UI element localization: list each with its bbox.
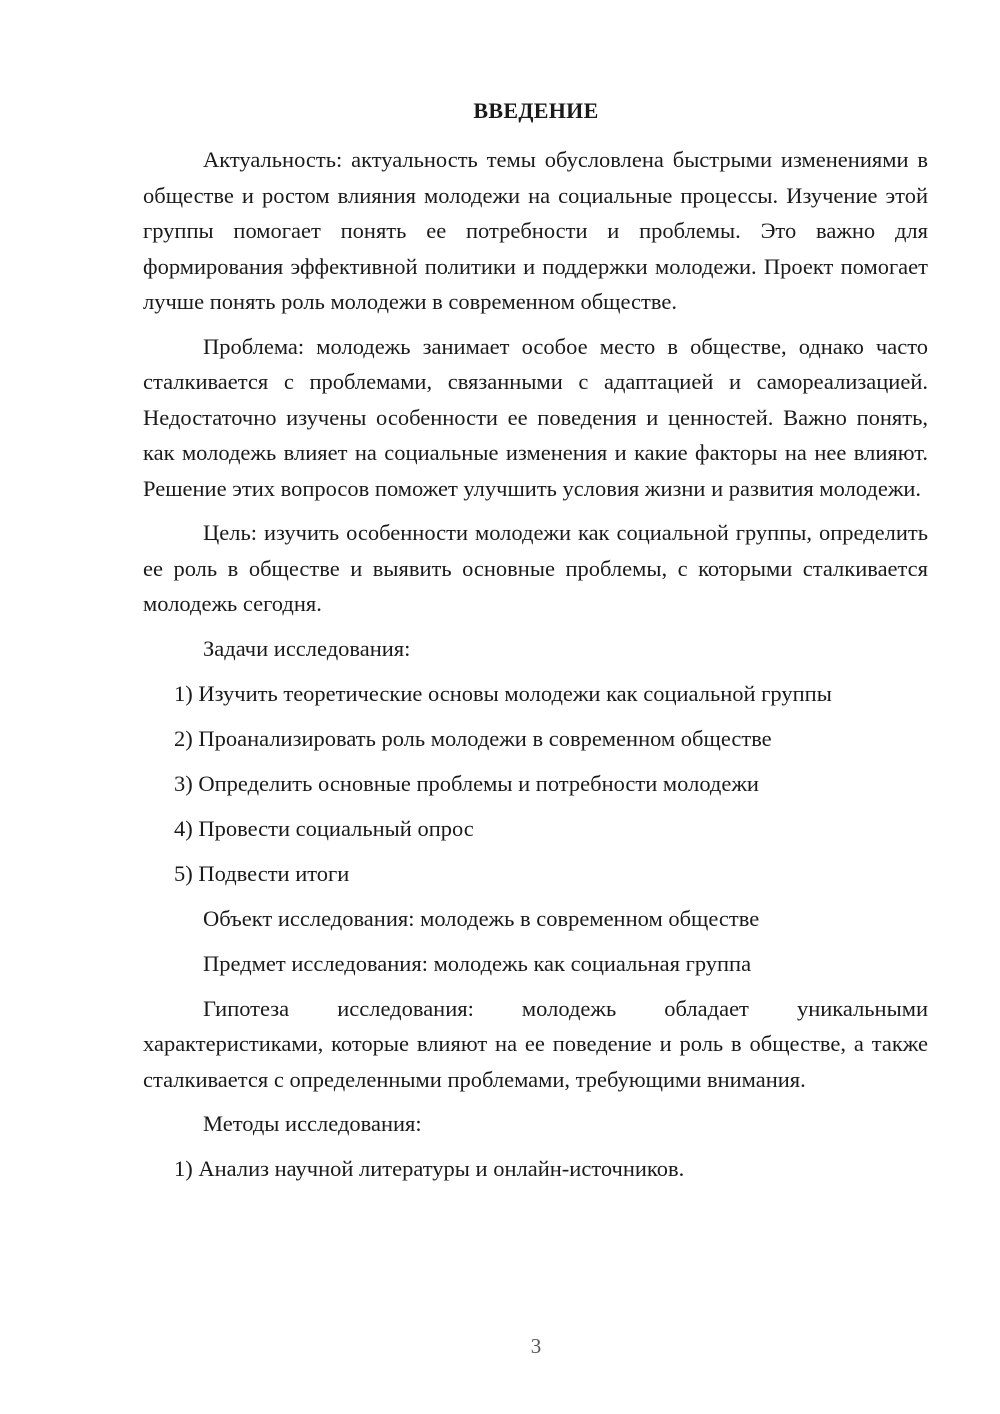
task-item-2: 2) Проанализировать роль молодежи в современном обществе <box>174 725 772 751</box>
hypothesis-paragraph: Гипотеза исследования: молодежь обладает уникальными характеристиками, которые влияют на ее поведение и роль в обществе, а также сталкивается с определенными проблемами, требующими внимания. <box>143 995 928 1092</box>
relevance-paragraph: Актуальность: актуальность темы обусловлена быстрыми изменениями в обществе и ростом влияния молодежи на социальные процессы. Изучение этой группы помогает понять ее потребности и проблемы. Это важно для формирования эффективной политики и поддержки молодежи. Проект помогает лучше понять роль молодежи в современном обществе. <box>143 147 928 314</box>
task-item-1: 1) Изучить теоретические основы молодежи как социальной группы <box>174 680 832 706</box>
methods-heading: Методы исследования: <box>203 1111 422 1136</box>
research-object: Объект исследования: молодежь в современном обществе <box>203 905 760 931</box>
task-item-5: 5) Подвести итоги <box>174 860 350 886</box>
problem-paragraph: Проблема: молодежь занимает особое место в обществе, однако часто сталкивается с проблемами, связанными с адаптацией и самореализацией. Недостаточно изучены особенности ее поведения и ценностей. Важно понять, как молодежь влияет на социальные изменения и какие факторы на нее влияют. Решение этих вопросов поможет улучшить условия жизни и развития молодежи. <box>143 333 928 501</box>
task-item-4: 4) Провести социальный опрос <box>174 815 474 841</box>
tasks-heading: Задачи исследования: <box>203 635 411 661</box>
section-title: ВВЕДЕНИЕ <box>473 98 599 123</box>
document-body <box>143 142 928 1196</box>
page-number: 3 <box>530 1334 542 1358</box>
research-subject: Предмет исследования: молодежь как социальная группа <box>203 950 752 976</box>
goal-paragraph: Цель: изучить особенности молодежи как социальной группы, определить ее роль в обществе и выявить основные проблемы, с которыми сталкивается молодежь сегодня. <box>143 520 928 616</box>
method-item-1: 1) Анализ научной литературы и онлайн-источников. <box>174 1156 685 1181</box>
task-item-3: 3) Определить основные проблемы и потребности молодежи <box>174 770 759 796</box>
